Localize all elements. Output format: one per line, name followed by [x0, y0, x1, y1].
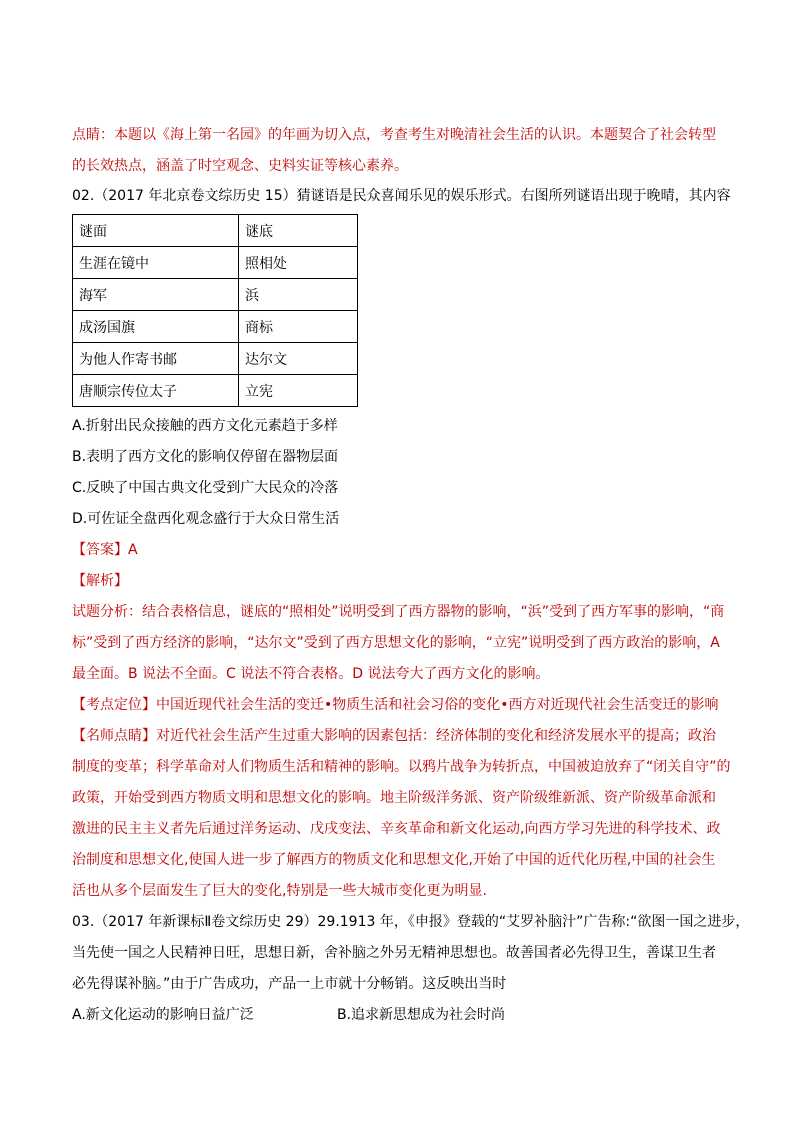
analysis-line: 标”受到了西方经济的影响，“达尔文”受到了西方思想文化的影响，“立宪”说明受到了西方政治的影响，A: [72, 635, 720, 651]
table-cell: 唐顺宗传位太子: [73, 375, 239, 407]
mingshi-line: 【名师点睛】对近代社会生活产生过重大影响的因素包括：经济体制的变化和经济发展水平的提高；政治: [72, 728, 716, 744]
dianjing-block: [72, 120, 722, 182]
mingshi-line: 活也从多个层面发生了巨大的变化,特别是一些大城市变化更为明显.: [72, 883, 487, 899]
question-03-options: [72, 1000, 722, 1031]
table-row: [73, 279, 358, 311]
table-cell: 达尔文: [239, 343, 358, 375]
table-header-cell: 谜底: [239, 215, 358, 247]
option-b: B.追求新思想成为社会时尚: [337, 1007, 506, 1023]
mingshi-line: 治制度和思想文化,使国人进一步了解西方的物质文化和思想文化,开始了中国的近代化历程,中国的社会生: [72, 852, 716, 868]
option-a: A.新文化运动的影响日益广泛: [72, 1007, 254, 1023]
dianjing-line: 点睛：本题以《海上第一名园》的年画为切入点，考查考生对晚清社会生活的认识。本题契合了社会转型: [72, 127, 716, 143]
explanation-block: [72, 535, 731, 907]
table-header-cell: 谜面: [73, 215, 239, 247]
question-03-stem: 03.（2017 年新课标Ⅱ卷文综历史 29）29.1913 年，《申报》登载的“艾罗补脑汁”广告称:“欲图一国之进步，: [72, 914, 750, 930]
table-cell: 成汤国旗: [73, 311, 239, 343]
page-content: [72, 120, 750, 1031]
table-cell: 立宪: [239, 375, 358, 407]
table-row: [73, 343, 358, 375]
table-row: [73, 215, 358, 247]
table-row: [73, 375, 358, 407]
mingshi-line: 激进的民主主义者先后通过洋务运动、戊戌变法、辛亥革命和新文化运动,向西方学习先进的科学技术、政: [72, 821, 721, 837]
mingshi-line: 制度的变革；科学革命对人们物质生活和精神的影响。以鸦片战争为转折点，中国被迫放弃了“闭关自守”的: [72, 759, 731, 775]
table-cell: 照相处: [239, 247, 358, 279]
dianjing-line: 的长效热点，涵盖了时空观念、史料实证等核心素养。: [72, 158, 408, 174]
table-cell: 商标: [239, 311, 358, 343]
analysis-title: 【解析】: [72, 573, 128, 589]
question-03-stem: 当先使一国之人民精神日旺，思想日新，舍补脑之外另无精神思想也。故善国者必先得卫生，善谋卫生者: [72, 945, 716, 961]
mingshi-line: 政策，开始受到西方物质文明和思想文化的影响。地主阶级洋务派、资产阶级维新派、资产阶级革命派和: [72, 790, 716, 806]
question-03-block: [72, 907, 750, 1031]
option-b: B.表明了西方文化的影响仅停留在器物层面: [72, 449, 339, 465]
option-d: D.可佐证全盘西化观念盛行于大众日常生活: [72, 511, 340, 527]
table-cell: 为他人作寄书邮: [73, 343, 239, 375]
table-cell: 生涯在镜中: [73, 247, 239, 279]
table-row: [73, 311, 358, 343]
table-cell: 海军: [73, 279, 239, 311]
option-a: A.折射出民众接触的西方文化元素趋于多样: [72, 418, 338, 434]
table-cell: 浜: [239, 279, 358, 311]
question-03-stem: 必先得谋补脑。”由于广告成功，产品一上市就十分畅销。这反映出当时: [72, 976, 507, 992]
option-c: C.反映了中国古典文化受到广大民众的冷落: [72, 480, 339, 496]
riddle-table: [72, 214, 358, 407]
kaodian-line: 【考点定位】中国近现代社会生活的变迁•物质生活和社会习俗的变化•西方对近现代社会生活变迁的影响: [72, 697, 719, 713]
question-02-stem: 02.（2017 年北京卷文综历史 15）猜谜语是民众喜闻乐见的娱乐形式。右图所列谜语出现于晚晴，其内容: [72, 188, 731, 204]
analysis-line: 最全面。B 说法不全面。C 说法不符合表格。D 说法夸大了西方文化的影响。: [72, 666, 550, 682]
table-row: [73, 247, 358, 279]
answer-label: 【答案】A: [72, 542, 138, 558]
analysis-line: 试题分析：结合表格信息，谜底的“照相处”说明受到了西方器物的影响，“浜”受到了西方军事的影响，“商: [72, 604, 725, 620]
